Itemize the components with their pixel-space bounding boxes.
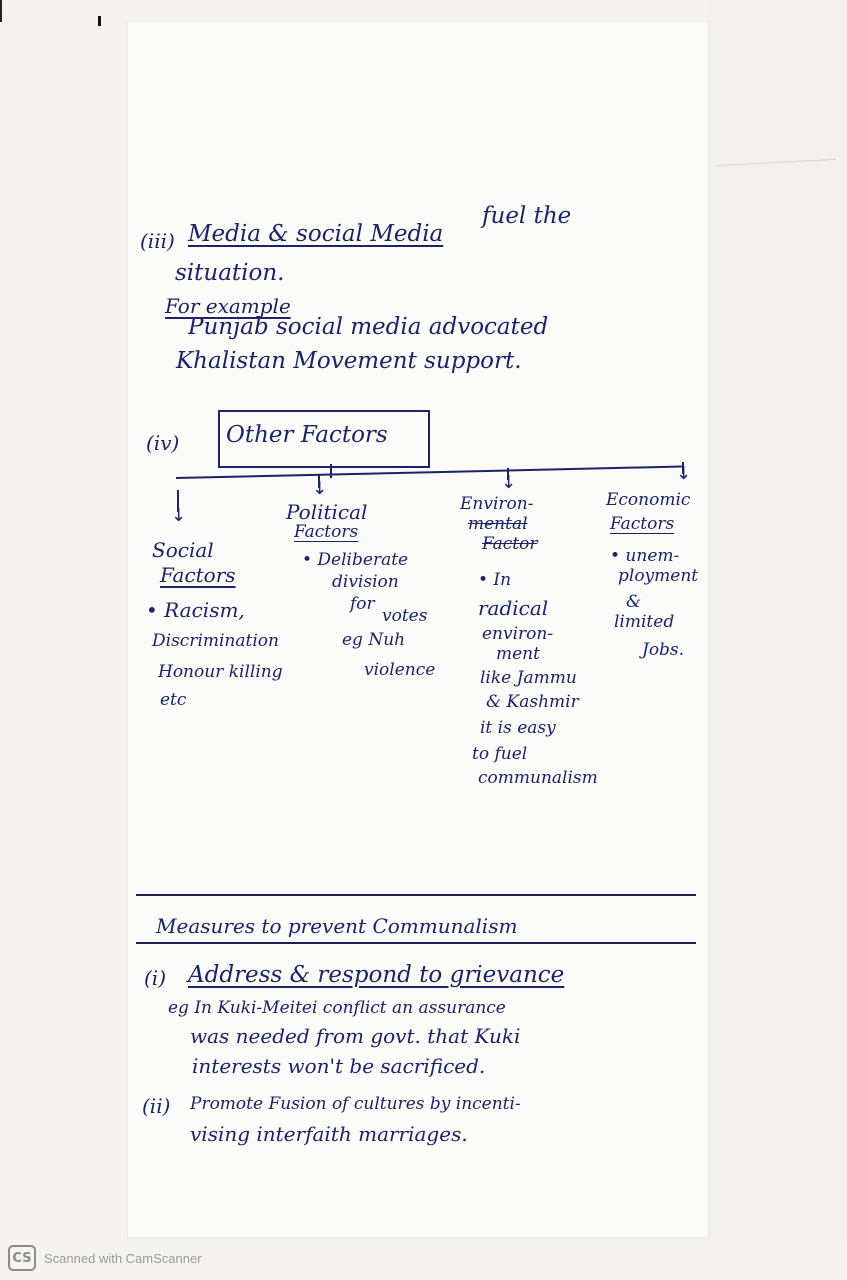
environmental-title2: mental	[468, 514, 528, 534]
section-iii-heading: Media & social Media	[188, 221, 444, 247]
connector-stem	[330, 464, 332, 478]
economic-title1: Economic	[606, 490, 691, 510]
environmental-line8: to fuel	[472, 744, 528, 764]
economic-line5: Jobs.	[642, 640, 685, 660]
scan-edge-mark	[0, 0, 2, 22]
divider-top	[136, 894, 696, 896]
environmental-line2: radical	[478, 596, 549, 620]
camscanner-watermark	[8, 1243, 202, 1273]
section-iii-heading-rest: fuel the	[482, 203, 572, 229]
camscanner-text: Scanned with CamScanner	[44, 1250, 202, 1266]
arrow-down-icon: ↓	[501, 472, 517, 493]
social-line3: Honour killing	[158, 662, 283, 682]
section-iii-marker: (iii)	[140, 229, 175, 253]
political-line5: eg Nuh	[342, 630, 406, 650]
political-line2: division	[332, 572, 399, 592]
economic-line4: limited	[614, 612, 675, 632]
section-iv-marker: (iv)	[146, 431, 180, 455]
measure-i-heading: Address & respond to grievance	[188, 962, 565, 988]
social-title1: Social	[152, 538, 214, 562]
environmental-line9: communalism	[478, 768, 598, 788]
social-title2: Factors	[160, 563, 236, 587]
measure-i-line3: interests won't be sacrificed.	[192, 1054, 486, 1078]
environmental-line4: ment	[496, 644, 540, 664]
measures-title: Measures to prevent Communalism	[156, 914, 518, 938]
scan-edge-mark	[98, 16, 101, 26]
divider-bottom	[136, 942, 696, 944]
political-line3: for	[350, 594, 375, 614]
political-title2: Factors	[294, 522, 359, 542]
arrow-down-icon: ↓	[171, 505, 187, 526]
economic-line3: &	[626, 592, 642, 612]
measure-i-marker: (i)	[144, 966, 167, 990]
example-label: For example	[165, 294, 291, 318]
arrow-down-icon: ↓	[312, 478, 328, 499]
measure-i-line1: eg In Kuki-Meitei conflict an assurance	[168, 998, 506, 1018]
measure-ii-line2: vising interfaith marriages.	[190, 1122, 468, 1146]
political-line1: • Deliberate	[302, 550, 409, 570]
environmental-line7: it is easy	[480, 718, 556, 738]
political-title1: Political	[286, 500, 368, 524]
environmental-line6: & Kashmir	[486, 692, 579, 712]
environmental-line5: like Jammu	[480, 668, 577, 688]
measure-ii-marker: (ii)	[142, 1094, 171, 1118]
environmental-title1: Environ-	[460, 494, 534, 514]
camscanner-logo-icon: CS	[8, 1245, 36, 1271]
other-factors-label: Other Factors	[226, 422, 388, 448]
social-line1: • Racism,	[146, 598, 245, 622]
political-line6: violence	[364, 660, 436, 680]
measure-i-line2: was needed from govt. that Kuki	[190, 1024, 521, 1048]
economic-line1: • unem-	[610, 546, 680, 566]
environmental-title3: Factor	[482, 534, 538, 554]
section-iii-line2: situation.	[175, 260, 285, 286]
social-line2: Discrimination	[152, 631, 279, 651]
environmental-line1: • In	[478, 570, 512, 590]
economic-line2: ployment	[618, 566, 699, 586]
environmental-line3: environ-	[482, 624, 554, 644]
background-paper-edge	[708, 0, 847, 1240]
example-line1: Punjab social media advocated	[188, 314, 549, 340]
example-line2: Khalistan Movement support.	[176, 348, 522, 374]
arrow-down-icon: ↓	[676, 463, 692, 484]
political-line4: votes	[382, 606, 428, 626]
economic-title2: Factors	[610, 514, 675, 534]
measure-ii-line1: Promote Fusion of cultures by incenti-	[190, 1094, 521, 1114]
social-line4: etc	[160, 690, 187, 710]
